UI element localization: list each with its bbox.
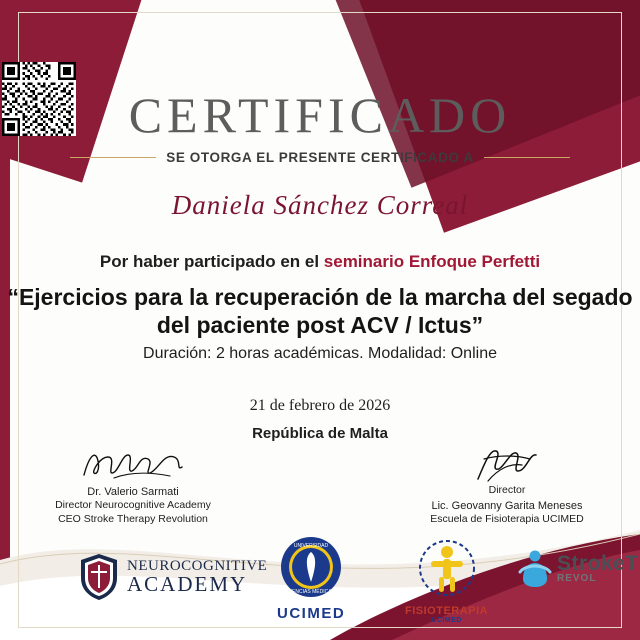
signature-name-left: Dr. Valerio Sarmati: [87, 486, 179, 498]
signature-block-right: [392, 443, 622, 526]
shield-crest-icon: [78, 552, 120, 602]
divider-right: [484, 157, 570, 158]
logo-ucimed: [277, 536, 345, 622]
certificate-subtitle-row: [0, 150, 640, 165]
fisioterapia-subtext: UCIMED: [431, 617, 462, 624]
certificate-title: CERTIFICADO: [128, 87, 512, 143]
course-title-line-2: del paciente post ACV / Ictus”: [156, 312, 484, 339]
signature-role-left-2: CEO Stroke Therapy Revolution: [58, 513, 208, 526]
participation-line: [0, 252, 640, 272]
course-title: [0, 283, 640, 339]
signature-mark-left: [18, 443, 248, 483]
participation-accent: seminario Enfoque Perfetti: [323, 252, 541, 271]
handwritten-signature-icon: [78, 445, 188, 483]
fisioterapia-wordmark: FISIOTERAPIA: [405, 605, 489, 617]
person-swoosh-icon: [518, 548, 552, 588]
neurocognitive-wordmark: [127, 559, 267, 595]
recipient-name: Daniela Sánchez Correal: [171, 190, 469, 220]
stroke-line-2: REVOL: [557, 572, 597, 584]
svg-text:CIENCIAS MÉDICAS: CIENCIAS MÉDICAS: [287, 589, 335, 595]
person-figure-icon: [414, 538, 480, 600]
signature-role-right-title: Director: [488, 484, 526, 496]
certificate-subtitle: SE OTORGA EL PRESENTE CERTIFICADO A: [166, 150, 474, 165]
neurocognitive-line-1: NEUROCOGNITIVE: [127, 558, 268, 574]
stroke-line-1: StrokeT: [557, 551, 639, 575]
svg-text:UNIVERSIDAD: UNIVERSIDAD: [293, 543, 329, 549]
divider-left: [70, 157, 156, 158]
participation-prefix: Por haber participado en el: [99, 252, 324, 271]
signature-role-left-1: Director Neurocognitive Academy: [55, 499, 211, 511]
stroke-logo-row: [518, 548, 639, 588]
stroke-wordmark: [557, 553, 639, 584]
course-title-line-1: “Ejercicios para la recuperación de la marcha del segado: [7, 284, 633, 310]
ucimed-seal-icon: [280, 536, 342, 598]
issue-date: 21 de febrero de 2026: [249, 397, 391, 414]
signature-mark-right: [392, 443, 622, 483]
logo-fisioterapia: [405, 538, 488, 624]
logo-row: [0, 532, 640, 628]
logo-stroke-therapy: [518, 548, 639, 588]
neurocognitive-line-2: ACADEMY: [127, 572, 248, 596]
handwritten-signature-icon: [464, 445, 550, 483]
duration-line: Duración: 2 horas académicas. Modalidad: Online: [143, 345, 497, 362]
signature-block-left: [18, 443, 248, 526]
issue-place: República de Malta: [252, 425, 388, 442]
signature-role-right-1: Escuela de Fisioterapia UCIMED: [430, 513, 584, 526]
ucimed-wordmark: UCIMED: [277, 605, 346, 622]
neurocognitive-logo-row: [78, 552, 267, 602]
signature-name-right: Lic. Geovanny Garita Meneses: [431, 500, 583, 513]
logo-neurocognitive-academy: [78, 552, 267, 602]
